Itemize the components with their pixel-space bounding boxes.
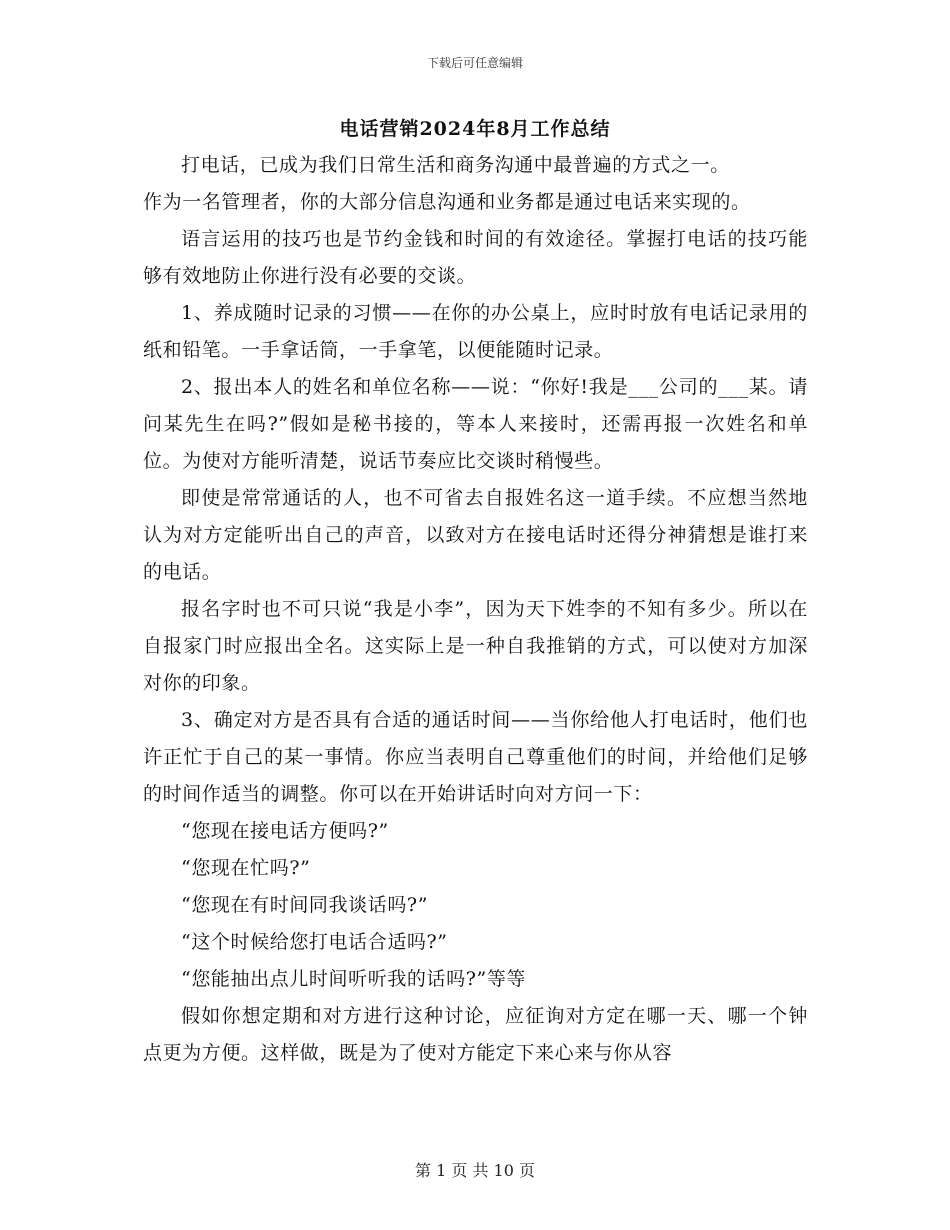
paragraph: 2、报出本人的姓名和单位名称——说：“你好!我是___公司的___某。请问某先生在吗?”假如是秘书接的，等本人来接时，还需再报一次姓名和单位。为使对方能听清楚，说话节奏应比交谈时稍慢些。	[143, 376, 808, 472]
quoted-question: “这个时候给您打电话合适吗?”	[181, 931, 448, 953]
paragraph: 语言运用的技巧也是节约金钱和时间的有效途径。掌握打电话的技巧能够有效地防止你进行没有必要的交谈。	[143, 228, 808, 287]
quoted-question: “您能抽出点儿时间听听我的话吗?”等等	[181, 968, 527, 990]
page-number: 第 1 页 共 10 页	[415, 1161, 535, 1180]
paragraph: 1、养成随时记录的习惯——在你的办公桌上，应时时放有电话记录用的纸和铅笔。一手拿话筒，一手拿笔，以便能随时记录。	[143, 302, 808, 361]
paragraph: 打电话，已成为我们日常生活和商务沟通中最普遍的方式之一。	[181, 154, 730, 176]
quoted-question: “您现在接电话方便吗?”	[181, 820, 389, 842]
paragraph: 作为一名管理者，你的大部分信息沟通和业务都是通过电话来实现的。	[143, 191, 751, 213]
download-note: 下载后可任意编辑	[426, 56, 523, 70]
document-title: 电话营销2024年8月工作总结	[339, 118, 611, 140]
quoted-question: “您现在有时间同我谈话吗?”	[181, 894, 429, 916]
paragraph: 3、确定对方是否具有合适的通话时间——当你给他人打电话时，他们也许正忙于自己的某一事情。你应当表明自己尊重他们的时间，并给他们足够的时间作适当的调整。你可以在开始讲话时向对方问一下：	[143, 709, 808, 805]
paragraph: 报名字时也不可只说“我是小李”，因为天下姓李的不知有多少。所以在自报家门时应报出全名。这实际上是一种自我推销的方式，可以使对方加深对你的印象。	[143, 598, 808, 694]
paragraph: 即使是常常通话的人，也不可省去自报姓名这一道手续。不应想当然地认为对方定能听出自己的声音，以致对方在接电话时还得分神猜想是谁打来的电话。	[143, 487, 808, 583]
paragraph: 假如你想定期和对方进行这种讨论，应征询对方定在哪一天、哪一个钟点更为方便。这样做，既是为了使对方能定下来心来与你从容	[143, 1005, 808, 1064]
quoted-question: “您现在忙吗?”	[181, 857, 311, 879]
document-body	[143, 147, 808, 1072]
